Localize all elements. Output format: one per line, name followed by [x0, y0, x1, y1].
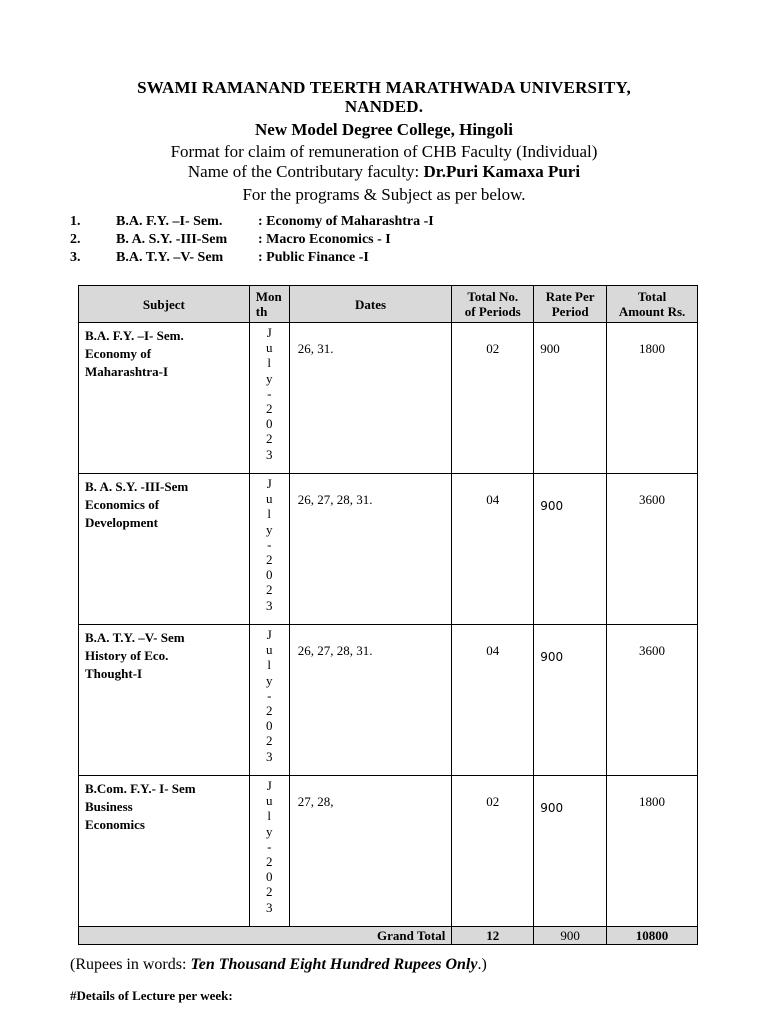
- program-number: 1.: [70, 214, 81, 229]
- month-char: J: [266, 476, 272, 491]
- program-item: [70, 214, 670, 232]
- month-char: y: [265, 823, 273, 839]
- program-item: [70, 232, 670, 250]
- cell-dates: 27, 28,: [289, 776, 452, 927]
- cell-periods: 04: [452, 625, 534, 776]
- table-row: [79, 625, 698, 776]
- university-name: [0, 78, 768, 116]
- month-char: l: [267, 808, 272, 824]
- month-char: 2: [265, 431, 273, 447]
- header-periods: Total No. of Periods: [452, 286, 534, 323]
- month-char: J: [266, 325, 272, 340]
- cell-dates: 26, 27, 28, 31.: [289, 625, 452, 776]
- program-subject: : Public Finance -I: [258, 250, 369, 265]
- program-subject: : Economy of Maharashtra -I: [258, 214, 434, 229]
- cell-dates: 26, 27, 28, 31.: [289, 474, 452, 625]
- grand-total-rate: 900: [534, 927, 607, 945]
- month-char: 0: [265, 718, 273, 734]
- cell-subject: B.A. F.Y. –I- Sem. Economy of Maharashtra-I: [79, 323, 250, 474]
- remuneration-table: [78, 285, 698, 945]
- program-number: 2.: [70, 232, 81, 247]
- faculty-name: Dr.Puri Kamaxa Puri: [423, 162, 581, 181]
- month-char: u: [265, 642, 273, 658]
- university-name-line1: SWAMI RAMANAND TEERTH MARATHWADA UNIVERSITY,: [137, 78, 631, 97]
- month-char: 3: [265, 899, 273, 915]
- cell-dates: 26, 31.: [289, 323, 452, 474]
- cell-periods: 02: [452, 323, 534, 474]
- month-char: 0: [265, 416, 273, 432]
- month-char: 0: [265, 869, 273, 885]
- month-char: -: [267, 687, 272, 703]
- program-list: [70, 214, 670, 268]
- lecture-details-heading: #Details of Lecture per week:: [70, 988, 233, 1003]
- format-title: Format for claim of remuneration of CHB Faculty (Individual): [170, 142, 598, 161]
- month-char: l: [267, 355, 272, 371]
- program-subject: : Macro Economics - I: [258, 232, 391, 247]
- month-char: 2: [265, 401, 273, 417]
- cell-subject: B. A. S.Y. -III-Sem Economics of Development: [79, 474, 250, 625]
- cell-amount: 1800: [607, 323, 698, 474]
- month-char: u: [265, 491, 273, 507]
- header-amount: Total Amount Rs.: [607, 286, 698, 323]
- month-char: l: [267, 657, 272, 673]
- faculty-line: [0, 162, 768, 182]
- month-char: 2: [265, 733, 273, 749]
- month-char: J: [266, 778, 272, 793]
- cell-rate: 900: [534, 323, 607, 474]
- month-char: 3: [265, 446, 273, 462]
- grand-total-periods: 12: [452, 927, 534, 945]
- table-row: [79, 323, 698, 474]
- month-char: -: [267, 536, 272, 552]
- program-number: 3.: [70, 250, 81, 265]
- cell-amount: 3600: [607, 625, 698, 776]
- cell-rate: 900: [534, 625, 607, 776]
- month-char: y: [265, 672, 273, 688]
- amount-words-value: Ten Thousand Eight Hundred Rupees Only: [190, 956, 478, 973]
- month-char: 3: [265, 748, 273, 764]
- amount-in-words: (Rupees in words: Ten Thousand Eight Hundred Rupees Only.): [70, 956, 487, 973]
- program-course: B.A. F.Y. –I- Sem.: [116, 214, 223, 229]
- cell-amount: 1800: [607, 776, 698, 927]
- grand-total-row: [79, 927, 698, 945]
- cell-periods: 02: [452, 776, 534, 927]
- grand-total-label: Grand Total: [79, 927, 452, 945]
- month-char: 0: [265, 567, 273, 583]
- cell-rate: 900: [534, 776, 607, 927]
- program-item: [70, 250, 670, 268]
- college-name: New Model Degree College, Hingoli: [255, 120, 513, 139]
- month-char: y: [265, 370, 273, 386]
- month-char: l: [267, 506, 272, 522]
- table-header-row: [79, 286, 698, 323]
- program-course: B. A. S.Y. -III-Sem: [116, 232, 228, 247]
- cell-subject: B.Com. F.Y.- I- Sem Business Economics: [79, 776, 250, 927]
- cell-rate: 900: [534, 474, 607, 625]
- month-char: u: [265, 340, 273, 356]
- cell-month: [249, 625, 289, 776]
- grand-total-amount: 10800: [607, 927, 698, 945]
- month-char: y: [265, 521, 273, 537]
- cell-periods: 04: [452, 474, 534, 625]
- table-row: [79, 474, 698, 625]
- month-char: 2: [265, 854, 273, 870]
- month-char: 2: [265, 552, 273, 568]
- month-char: 3: [265, 597, 273, 613]
- header-subject: Subject: [79, 286, 250, 323]
- cell-month: [249, 323, 289, 474]
- cell-subject: B.A. T.Y. –V- Sem History of Eco. Thought-I: [79, 625, 250, 776]
- header-rate: Rate Per Period: [534, 286, 607, 323]
- cell-month: [249, 776, 289, 927]
- cell-amount: 3600: [607, 474, 698, 625]
- cell-month: [249, 474, 289, 625]
- month-char: 2: [265, 884, 273, 900]
- month-char: -: [267, 385, 272, 401]
- header-month: Mon th: [249, 286, 289, 323]
- university-name-line2: NANDED.: [344, 97, 424, 116]
- faculty-label: Name of the Contributary faculty:: [187, 162, 424, 181]
- month-char: 2: [265, 582, 273, 598]
- month-char: u: [265, 793, 273, 809]
- table-row: [79, 776, 698, 927]
- month-char: -: [267, 838, 272, 854]
- programs-intro: For the programs & Subject as per below.: [242, 185, 526, 204]
- month-char: J: [266, 627, 272, 642]
- program-course: B.A. T.Y. –V- Sem: [116, 250, 224, 265]
- header-dates: Dates: [289, 286, 452, 323]
- month-char: 2: [265, 703, 273, 719]
